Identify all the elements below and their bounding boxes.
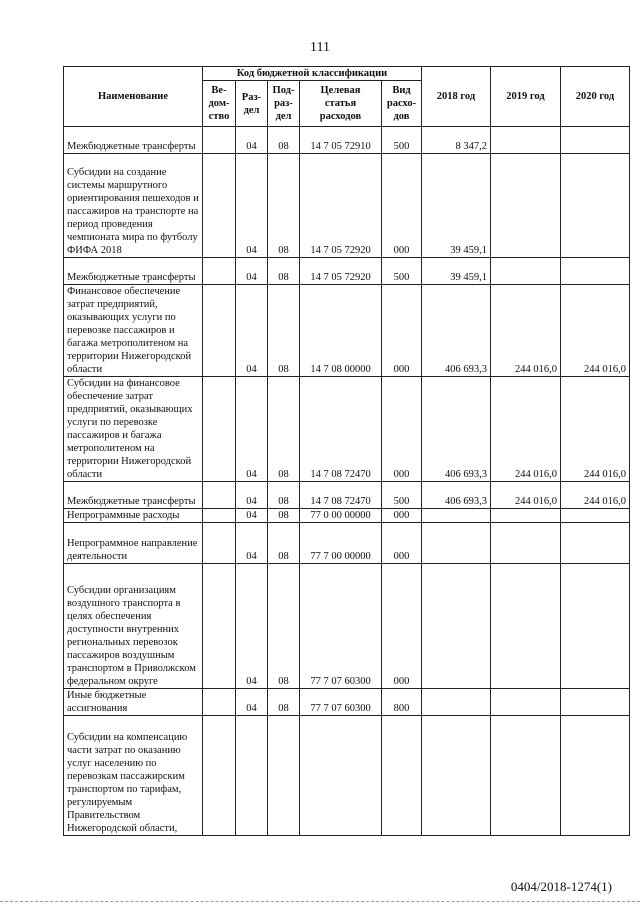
row-razdel: 04 <box>236 154 268 258</box>
table-row <box>64 285 630 377</box>
row-podrazdel: 08 <box>268 482 300 509</box>
row-amount-2019: 244 016,0 <box>491 285 561 377</box>
row-podrazdel: 08 <box>268 689 300 716</box>
table-row <box>64 127 630 154</box>
row-target-article: 14 7 05 72910 <box>300 127 382 154</box>
row-amount-2018 <box>422 509 491 523</box>
row-razdel: 04 <box>236 523 268 564</box>
row-target-article: 77 7 00 00000 <box>300 523 382 564</box>
row-podrazdel: 08 <box>268 523 300 564</box>
row-razdel: 04 <box>236 377 268 482</box>
row-target-article <box>300 716 382 836</box>
header-2020: 2020 год <box>561 67 630 127</box>
row-podrazdel: 08 <box>268 258 300 285</box>
row-podrazdel: 08 <box>268 127 300 154</box>
row-amount-2019 <box>491 154 561 258</box>
budget-table <box>63 66 630 836</box>
row-podrazdel <box>268 716 300 836</box>
row-razdel: 04 <box>236 258 268 285</box>
row-expense-type: 000 <box>382 377 422 482</box>
row-amount-2019: 244 016,0 <box>491 482 561 509</box>
row-expense-type: 500 <box>382 127 422 154</box>
header-budget-classification: Код бюджетной классификации <box>203 67 422 81</box>
row-expense-type: 000 <box>382 154 422 258</box>
row-amount-2018: 39 459,1 <box>422 258 491 285</box>
row-razdel <box>236 716 268 836</box>
header-target-article: Целевая статья расходов <box>300 81 382 127</box>
row-podrazdel: 08 <box>268 285 300 377</box>
row-amount-2019 <box>491 258 561 285</box>
page-number: 111 <box>310 40 330 55</box>
row-amount-2018 <box>422 523 491 564</box>
row-amount-2019 <box>491 523 561 564</box>
row-vedomstvo <box>203 127 236 154</box>
row-target-article: 14 7 08 00000 <box>300 285 382 377</box>
row-expense-type: 000 <box>382 523 422 564</box>
row-podrazdel: 08 <box>268 154 300 258</box>
row-razdel: 04 <box>236 564 268 689</box>
table-row <box>64 523 630 564</box>
row-amount-2018: 8 347,2 <box>422 127 491 154</box>
row-razdel: 04 <box>236 689 268 716</box>
bottom-divider <box>0 901 640 903</box>
row-amount-2019 <box>491 564 561 689</box>
row-target-article: 77 7 07 60300 <box>300 689 382 716</box>
row-amount-2020: 244 016,0 <box>561 377 630 482</box>
row-amount-2018 <box>422 716 491 836</box>
row-target-article: 77 0 00 00000 <box>300 509 382 523</box>
row-name: Субсидии организациям воздушного транспорта в целях обеспечения доступности внутренних региональных перевозок пассажиров воздушным транспортом в Приволжском федеральном округе <box>64 564 203 689</box>
table-row <box>64 564 630 689</box>
header-2019: 2019 год <box>491 67 561 127</box>
row-amount-2020 <box>561 716 630 836</box>
row-name: Межбюджетные трансферты <box>64 482 203 509</box>
row-expense-type: 500 <box>382 258 422 285</box>
table-row <box>64 509 630 523</box>
table-row <box>64 716 630 836</box>
header-expense-type: Вид расхо- дов <box>382 81 422 127</box>
row-target-article: 77 7 07 60300 <box>300 564 382 689</box>
row-amount-2020 <box>561 689 630 716</box>
table-row <box>64 482 630 509</box>
row-vedomstvo <box>203 509 236 523</box>
row-name: Непрограммное направление деятельности <box>64 523 203 564</box>
row-podrazdel: 08 <box>268 564 300 689</box>
row-name: Межбюджетные трансферты <box>64 258 203 285</box>
row-name: Субсидии на создание системы маршрутного ориентирования пешеходов и пассажиров на транспорте на период проведения чемпионата мира по футболу ФИФА 2018 <box>64 154 203 258</box>
row-name: Межбюджетные трансферты <box>64 127 203 154</box>
header-podrazdel: Под- раз- дел <box>268 81 300 127</box>
row-amount-2020 <box>561 127 630 154</box>
header-2018: 2018 год <box>422 67 491 127</box>
row-razdel: 04 <box>236 509 268 523</box>
row-vedomstvo <box>203 564 236 689</box>
table-row <box>64 154 630 258</box>
table-row <box>64 258 630 285</box>
row-vedomstvo <box>203 154 236 258</box>
row-expense-type: 500 <box>382 482 422 509</box>
table-row <box>64 689 630 716</box>
row-expense-type: 000 <box>382 285 422 377</box>
row-razdel: 04 <box>236 482 268 509</box>
row-amount-2020 <box>561 564 630 689</box>
row-vedomstvo <box>203 523 236 564</box>
row-target-article: 14 7 08 72470 <box>300 377 382 482</box>
row-razdel: 04 <box>236 127 268 154</box>
row-amount-2018 <box>422 689 491 716</box>
row-name: Непрограммные расходы <box>64 509 203 523</box>
row-amount-2020: 244 016,0 <box>561 482 630 509</box>
row-expense-type: 000 <box>382 564 422 689</box>
row-vedomstvo <box>203 689 236 716</box>
row-amount-2018: 406 693,3 <box>422 377 491 482</box>
row-amount-2020 <box>561 154 630 258</box>
row-target-article: 14 7 05 72920 <box>300 258 382 285</box>
row-vedomstvo <box>203 377 236 482</box>
table-row <box>64 377 630 482</box>
row-amount-2020 <box>561 258 630 285</box>
row-amount-2019 <box>491 127 561 154</box>
row-vedomstvo <box>203 285 236 377</box>
row-podrazdel: 08 <box>268 377 300 482</box>
row-name: Субсидии на финансовое обеспечение затрат предприятий, оказывающих услуги по перевозке пассажиров и багажа метрополитеном на территории Нижегородской области <box>64 377 203 482</box>
row-podrazdel: 08 <box>268 509 300 523</box>
row-amount-2018: 39 459,1 <box>422 154 491 258</box>
row-razdel: 04 <box>236 285 268 377</box>
row-vedomstvo <box>203 716 236 836</box>
row-expense-type: 000 <box>382 509 422 523</box>
row-amount-2019 <box>491 716 561 836</box>
header-name: Наименование <box>64 67 203 127</box>
table-body <box>64 127 630 836</box>
document-code: 0404/2018-1274(1) <box>510 879 612 894</box>
row-amount-2019: 244 016,0 <box>491 377 561 482</box>
row-amount-2018: 406 693,3 <box>422 482 491 509</box>
row-amount-2019 <box>491 509 561 523</box>
row-amount-2020: 244 016,0 <box>561 285 630 377</box>
row-name: Финансовое обеспечение затрат предприятий, оказывающих услуги по перевозке пассажиров и багажа метрополитеном на территории Нижегородской области <box>64 285 203 377</box>
row-amount-2018: 406 693,3 <box>422 285 491 377</box>
row-name: Иные бюджетные ассигнования <box>64 689 203 716</box>
header-vedomstvo: Ве- дом- ство <box>203 81 236 127</box>
row-amount-2019 <box>491 689 561 716</box>
row-vedomstvo <box>203 258 236 285</box>
row-amount-2020 <box>561 523 630 564</box>
row-expense-type: 800 <box>382 689 422 716</box>
row-target-article: 14 7 08 72470 <box>300 482 382 509</box>
row-name: Субсидии на компенсацию части затрат по оказанию услуг населению по перевозкам пассажирским транспортом по тарифам, регулируемым Правительством Нижегородской области, <box>64 716 203 836</box>
row-amount-2020 <box>561 509 630 523</box>
row-amount-2018 <box>422 564 491 689</box>
header-razdel: Раз- дел <box>236 81 268 127</box>
row-target-article: 14 7 05 72920 <box>300 154 382 258</box>
row-vedomstvo <box>203 482 236 509</box>
row-expense-type <box>382 716 422 836</box>
